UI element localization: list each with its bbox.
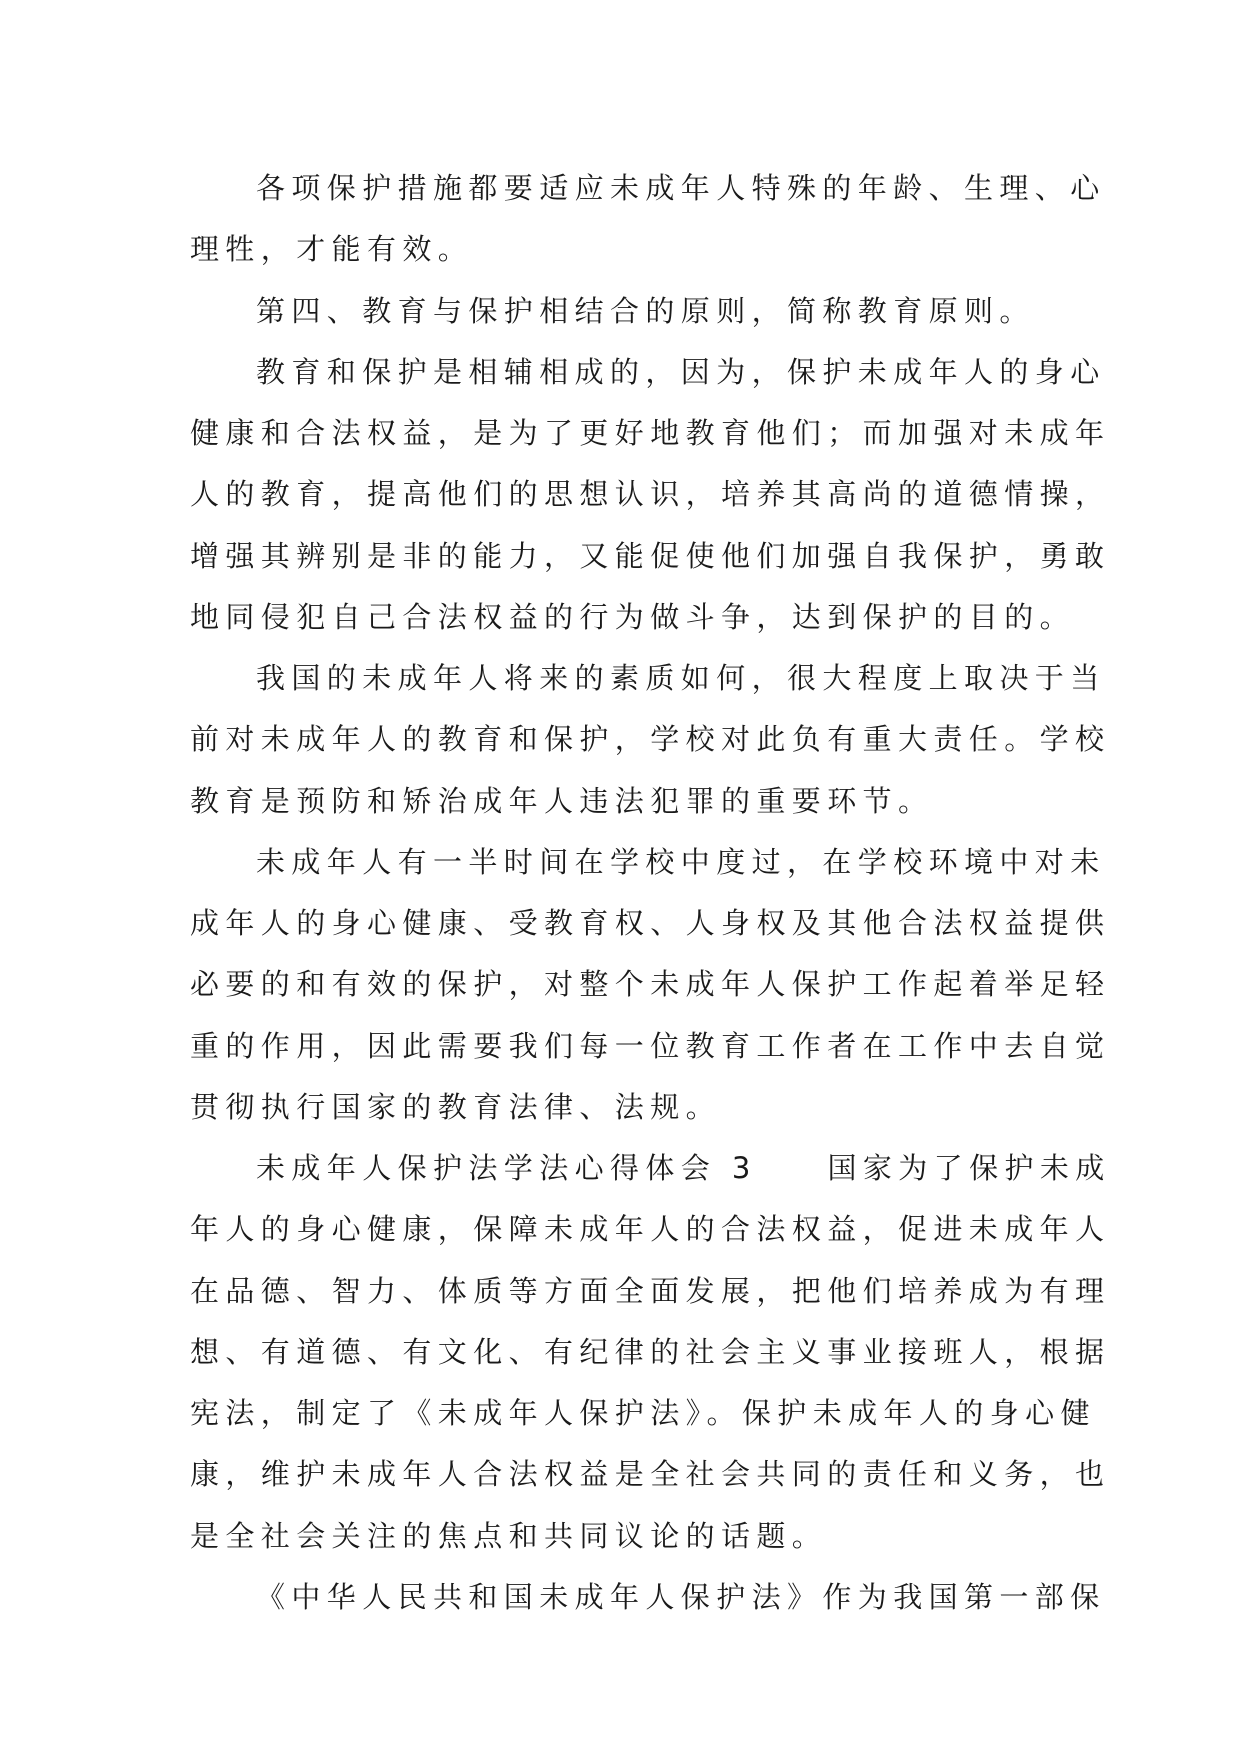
paragraph-first-line: 各项保护措施都要适应未成年人特殊的年龄、生理、心: [256, 171, 1106, 205]
text-line: 想、有道德、有文化、有纪律的社会主义事业接班人，根据: [190, 1334, 1111, 1369]
paragraph-first-line: 《中华人民共和国未成年人保护法》作为我国第一部保: [256, 1579, 1106, 1614]
text-line: 贯彻执行国家的教育法律、法规。: [190, 1089, 722, 1124]
text-line: 地同侵犯自己合法权益的行为做斗争，达到保护的目的。: [190, 599, 1076, 634]
paragraph-first-line: 未成年人有一半时间在学校中度过，在学校环境中对未: [256, 844, 1106, 879]
text-line: 人的教育，提高他们的思想认识，培养其高尚的道德情操，: [190, 477, 1111, 512]
text-line: 重的作用，因此需要我们每一位教育工作者在工作中去自觉: [190, 1028, 1111, 1063]
text-line: 是全社会关注的焦点和共同议论的话题。: [190, 1518, 828, 1553]
text-line: 增强其辨别是非的能力，又能促使他们加强自我保护，勇敢: [190, 538, 1111, 573]
body-text: [190, 158, 1111, 1628]
text-line: 健康和合法权益，是为了更好地教育他们；而加强对未成年: [190, 416, 1111, 450]
text-line: 教育是预防和矫治成年人违法犯罪的重要环节。: [190, 783, 934, 818]
text-line: 必要的和有效的保护，对整个未成年人保护工作起着举足轻: [190, 967, 1111, 1002]
text-line: 年人的身心健康，保障未成年人的合法权益，促进未成年人: [190, 1212, 1111, 1247]
text-line: 康，维护未成年人合法权益是全社会共同的责任和义务，也: [190, 1457, 1111, 1492]
text-line: 理牲，才能有效。: [190, 232, 474, 267]
paragraph-first-line: 未成年人保护法学法心得体会 3 国家为了保护未成: [256, 1151, 1111, 1185]
text-line: 在品德、智力、体质等方面全面发展，把他们培养成为有理: [190, 1273, 1111, 1308]
text-line: 成年人的身心健康、受教育权、人身权及其他合法权益提供: [190, 906, 1111, 940]
text-line: 宪法，制定了《未成年人保护法》。保护未成年人的身心健: [190, 1396, 1096, 1430]
text-line: 前对未成年人的教育和保护，学校对此负有重大责任。学校: [190, 722, 1111, 757]
paragraph-first-line: 教育和保护是相辅相成的，因为，保护未成年人的身心: [256, 354, 1106, 389]
paragraph-first-line: 第四、教育与保护相结合的原则，简称教育原则。: [256, 293, 1035, 328]
paragraph-first-line: 我国的未成年人将来的素质如何，很大程度上取决于当: [256, 661, 1106, 695]
